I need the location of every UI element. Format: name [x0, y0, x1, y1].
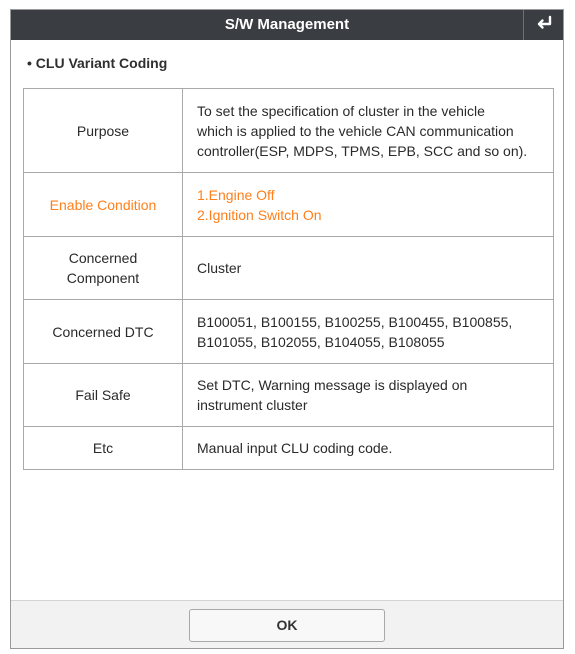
value-line: Manual input CLU coding code. [197, 440, 393, 456]
info-table [23, 88, 554, 470]
table-row-fail-safe [24, 364, 554, 427]
value-line: Cluster [197, 260, 242, 276]
title-bar [11, 10, 563, 40]
label-line: Component [66, 270, 140, 286]
row-value [183, 173, 554, 237]
return-arrow-icon [535, 15, 553, 36]
table-row-enable-condition [24, 173, 554, 237]
table-row-purpose [24, 89, 554, 173]
sw-management-dialog [10, 9, 564, 649]
row-value [183, 300, 554, 364]
row-label: Concerned DTC [24, 300, 183, 364]
row-label: Fail Safe [24, 364, 183, 427]
row-label: Enable Condition [24, 173, 183, 237]
label-line: Concerned [68, 250, 138, 266]
row-value [183, 237, 554, 300]
value-line: controller(ESP, MDPS, TPMS, EPB, SCC and so on). [197, 142, 528, 159]
value-line: To set the specification of cluster in the vehicle [197, 102, 485, 119]
table-row-concerned-dtc [24, 300, 554, 364]
back-button[interactable] [523, 10, 563, 40]
table-row-etc [24, 427, 554, 470]
row-label [24, 237, 183, 300]
row-value [183, 427, 554, 470]
row-value [183, 89, 554, 173]
ok-button[interactable]: OK [189, 609, 385, 642]
row-value [183, 364, 554, 427]
row-label: Purpose [24, 89, 183, 173]
table-row-concerned-component [24, 237, 554, 300]
row-label: Etc [24, 427, 183, 470]
dialog-title: S/W Management [224, 16, 350, 33]
value-line: B101055, B102055, B104055, B108055 [197, 333, 445, 350]
value-line: which is applied to the vehicle CAN communication [197, 122, 514, 139]
dialog-footer [11, 600, 563, 648]
value-line: Set DTC, Warning message is displayed on [197, 377, 468, 393]
value-line: instrument cluster [197, 397, 308, 413]
value-line: 2.Ignition Switch On [197, 206, 322, 223]
value-line: B100051, B100155, B100255, B100455, B100855, [197, 313, 513, 330]
section-heading: • CLU Variant Coding [27, 55, 168, 71]
value-line: 1.Engine Off [197, 186, 275, 203]
